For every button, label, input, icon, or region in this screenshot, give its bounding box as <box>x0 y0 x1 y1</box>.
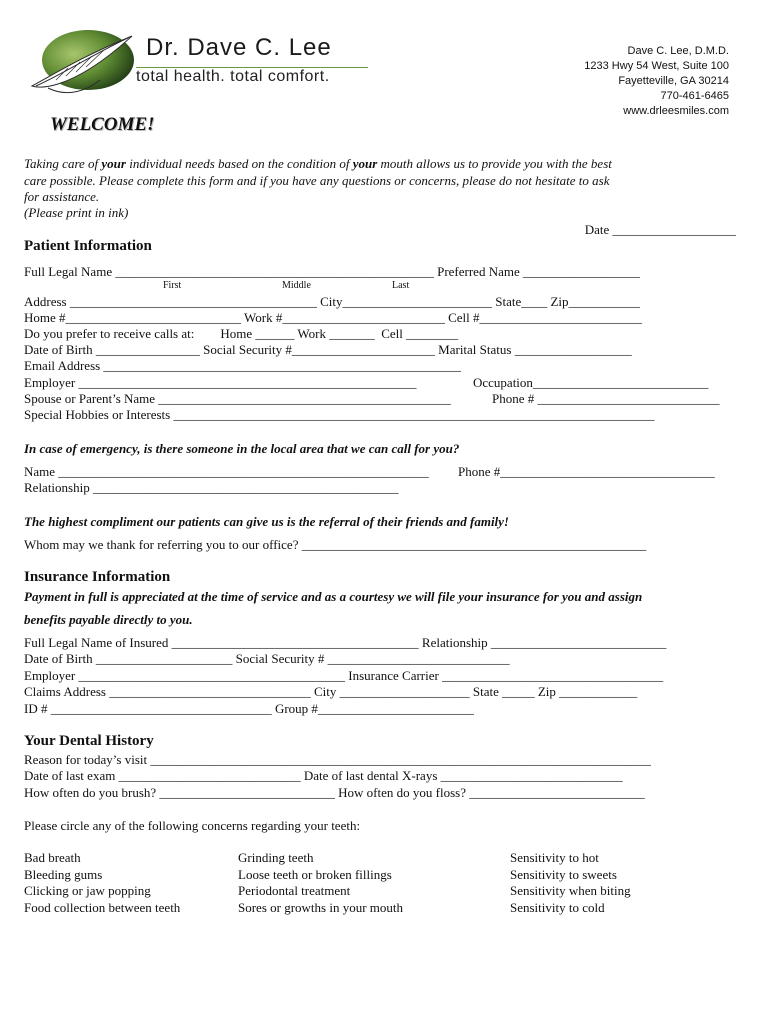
date-field[interactable]: Date ___________________ <box>584 222 736 237</box>
insured-name-field[interactable]: Full Legal Name of Insured ______________________________________ Relationship ___________________________ <box>24 635 667 650</box>
circle-instructions: Please circle any of the following concerns regarding your teeth: <box>24 818 361 833</box>
intro-line-1: Taking care of your individual needs based on the condition of your mouth allows us to provide you with the best <box>24 156 612 171</box>
clinic-info <box>584 44 729 119</box>
concern-item[interactable]: Periodontal treatment <box>238 883 351 898</box>
visit-reason-field[interactable]: Reason for today’s visit _____________________________________________________________________________ <box>24 752 651 767</box>
concern-item[interactable]: Grinding teeth <box>238 850 314 865</box>
logo <box>28 28 378 108</box>
concern-item[interactable]: Sensitivity to hot <box>510 850 599 865</box>
spouse-parent-field[interactable]: Spouse or Parent’s Name _____________________________________________ <box>24 391 451 406</box>
clinic-city: Fayetteville, GA 30214 <box>618 75 729 87</box>
leaf-logo-icon <box>28 28 138 108</box>
logo-tagline: total health. total comfort. <box>136 68 330 85</box>
clinic-street: 1233 Hwy 54 West, Suite 100 <box>584 60 729 72</box>
dental-heading: Your Dental History <box>24 733 154 749</box>
concerns-column-3 <box>510 850 631 916</box>
intro-line-3: for assistance. <box>24 189 100 204</box>
clinic-doctor: Dave C. Lee, D.M.D. <box>627 45 729 57</box>
concerns-column-2 <box>238 850 403 916</box>
hobbies-field[interactable]: Special Hobbies or Interests __________________________________________________________________________ <box>24 407 655 422</box>
concern-item[interactable]: Sensitivity when biting <box>510 883 631 898</box>
emergency-question: In case of emergency, is there someone in the local area that we can call for you? <box>24 441 460 456</box>
preferred-call-field[interactable]: Do you prefer to receive calls at: Home ______ Work _______ Cell ________ <box>24 326 459 341</box>
insured-employer-carrier-field[interactable]: Employer _________________________________________ Insurance Carrier __________________________________ <box>24 668 664 683</box>
logo-name: Dr. Dave C. Lee <box>146 34 332 61</box>
first-label: First <box>163 280 182 291</box>
intro-line-4: (Please print in ink) <box>24 205 129 220</box>
referral-field[interactable]: Whom may we thank for referring you to our office? _____________________________________________________ <box>24 537 647 552</box>
employer-field[interactable]: Employer ____________________________________________________ <box>24 375 417 390</box>
occupation-field[interactable]: Occupation___________________________ <box>473 375 709 390</box>
address-field[interactable]: Address ______________________________________ City_______________________ State____ Zip___________ <box>24 294 641 309</box>
brush-floss-field[interactable]: How often do you brush? ___________________________ How often do you floss? ___________________________ <box>24 785 645 800</box>
clinic-website: www.drleesmiles.com <box>623 105 729 117</box>
id-group-field[interactable]: ID # __________________________________ Group #________________________ <box>24 701 474 716</box>
concern-item[interactable]: Bad breath <box>24 850 81 865</box>
insurance-note-2: benefits payable directly to you. <box>24 612 193 627</box>
concern-item[interactable]: Food collection between teeth <box>24 899 181 915</box>
referral-compliment: The highest compliment our patients can give us is the referral of their friends and family! <box>24 514 509 529</box>
intro-line-2: care possible. Please complete this form and if you have any questions or concerns, please do not hesitate to ask <box>24 173 610 188</box>
concern-item[interactable]: Sores or growths in your mouth <box>238 899 404 915</box>
clinic-phone: 770-461-6465 <box>660 90 729 102</box>
last-label: Last <box>392 280 410 291</box>
patient-heading: Patient Information <box>24 238 152 254</box>
phone-numbers-field[interactable]: Home #___________________________ Work #_________________________ Cell #_________________________ <box>24 310 643 325</box>
insurance-heading: Insurance Information <box>24 569 171 585</box>
welcome-title: WELCOME! <box>50 114 155 135</box>
insured-dob-ssn-field[interactable]: Date of Birth _____________________ Social Security # ____________________________ <box>24 651 510 666</box>
concern-item[interactable]: Bleeding gums <box>24 866 103 882</box>
emergency-phone-field[interactable]: Phone #_________________________________ <box>458 464 715 479</box>
concern-item[interactable]: Clicking or jaw popping <box>24 883 151 898</box>
insurance-note-1: Payment in full is appreciated at the time of service and as a courtesy we will file your insurance for you and assign <box>24 589 643 604</box>
concerns-column-1 <box>24 850 180 916</box>
full-legal-name-field[interactable]: Full Legal Name _________________________________________________ Preferred Name __________________ <box>24 264 640 279</box>
last-exam-field[interactable]: Date of last exam ____________________________ Date of last dental X-rays ____________________________ <box>24 768 623 783</box>
dob-ssn-marital-field[interactable]: Date of Birth ________________ Social Security #______________________ Marital Status __________________ <box>24 342 632 357</box>
claims-address-field[interactable]: Claims Address _______________________________ City ____________________ State _____ Zip ____________ <box>24 684 638 699</box>
spouse-phone-field[interactable]: Phone # ____________________________ <box>492 391 720 406</box>
emergency-name-field[interactable]: Name _________________________________________________________ <box>24 464 429 479</box>
email-field[interactable]: Email Address _______________________________________________________ <box>24 358 461 373</box>
concern-item[interactable]: Loose teeth or broken fillings <box>238 866 392 882</box>
concern-item[interactable]: Sensitivity to sweets <box>510 866 617 882</box>
middle-label: Middle <box>282 280 311 291</box>
emergency-relationship-field[interactable]: Relationship _______________________________________________ <box>24 480 399 495</box>
concern-item[interactable]: Sensitivity to cold <box>510 899 605 915</box>
